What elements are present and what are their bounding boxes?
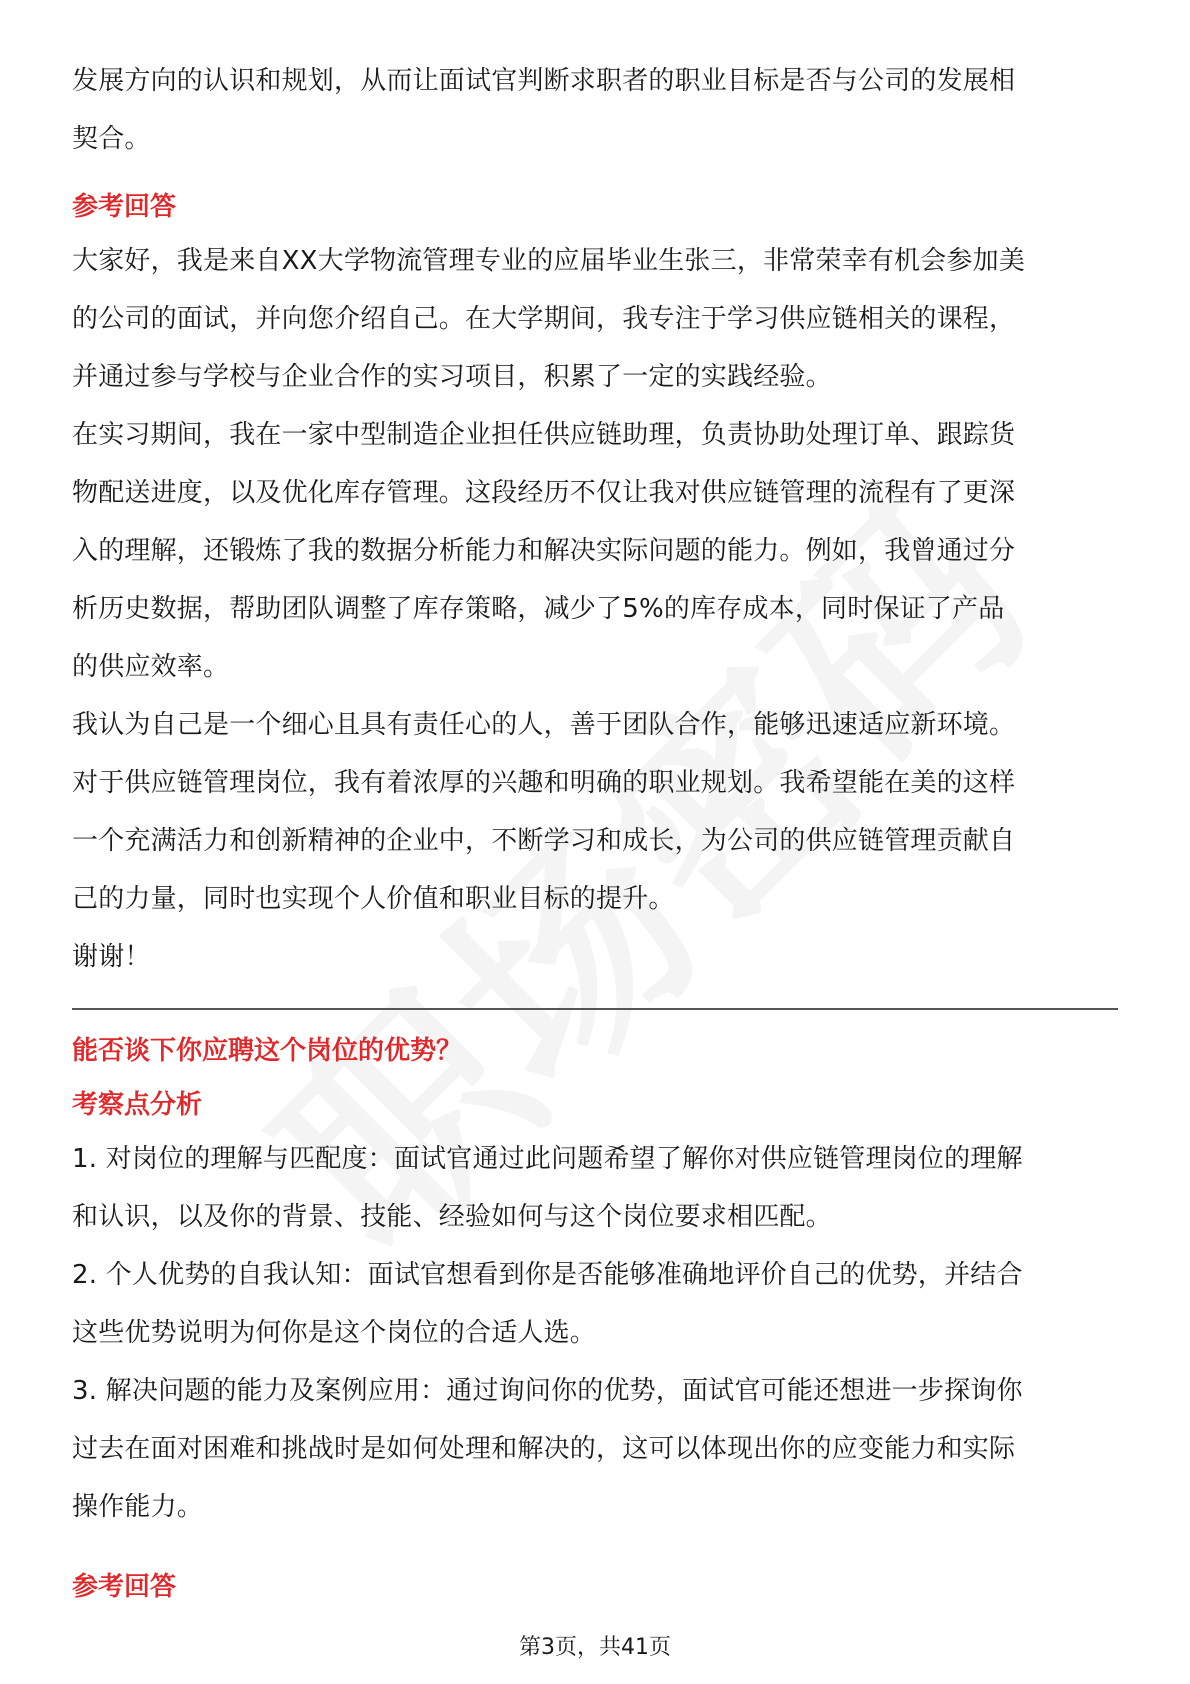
text-line: 的公司的面试，并向您介绍自己。在大学期间，我专注于学习供应链相关的课程， [72, 304, 1016, 334]
analysis-line: 3. 解决问题的能力及案例应用：通过询问你的优势，面试官可能还想进一步探询你 [72, 1376, 1023, 1406]
page-footer [0, 1630, 1190, 1661]
analysis-line: 2. 个人优势的自我认知：面试官想看到你是否能够准确地评价自己的优势，并结合 [72, 1260, 1023, 1290]
answer-section-1 [72, 182, 1118, 986]
question-section-2 [72, 1022, 1118, 1612]
analysis-heading: 考察点分析 [72, 1090, 203, 1120]
text-line: 的供应效率。 [72, 652, 230, 682]
text-line: 对于供应链管理岗位，我有着浓厚的兴趣和明确的职业规划。我希望能在美的这样 [72, 768, 1016, 798]
analysis-line: 过去在面对困难和挑战时是如何处理和解决的，这可以体现出你的应变能力和实际 [72, 1434, 1016, 1464]
text-line: 己的力量，同时也实现个人价值和职业目标的提升。 [72, 884, 675, 914]
text-line: 发展方向的认识和规划，从而让面试官判断求职者的职业目标是否与公司的发展相 [72, 66, 1016, 96]
text-line: 契合。 [72, 124, 151, 154]
analysis-line: 和认识，以及你的背景、技能、经验如何与这个岗位要求相匹配。 [72, 1202, 832, 1232]
text-line: 析历史数据，帮助团队调整了库存策略，减少了5%的库存成本，同时保证了产品 [72, 594, 1005, 624]
analysis-line: 1. 对岗位的理解与匹配度：面试官通过此问题希望了解你对供应链管理岗位的理解 [72, 1144, 1023, 1174]
intro-tail [72, 52, 1118, 168]
text-line: 我认为自己是一个细心且具有责任心的人，善于团队合作，能够迅速适应新环境。 [72, 710, 1016, 740]
section-divider [72, 1008, 1118, 1010]
document-page [72, 52, 1118, 1612]
text-line: 在实习期间，我在一家中型制造企业担任供应链助理，负责协助处理订单、跟踪货 [72, 420, 1016, 450]
analysis-line: 操作能力。 [72, 1492, 204, 1522]
analysis-line: 这些优势说明为何你是这个岗位的合适人选。 [72, 1318, 597, 1348]
text-line: 大家好，我是来自XX大学物流管理专业的应届毕业生张三，非常荣幸有机会参加美 [72, 246, 1026, 276]
question-title: 能否谈下你应聘这个岗位的优势？ [72, 1036, 463, 1066]
text-line: 入的理解，还锻炼了我的数据分析能力和解决实际问题的能力。例如，我曾通过分 [72, 536, 1016, 566]
text-line: 一个充满活力和创新精神的企业中，不断学习和成长，为公司的供应链管理贡献自 [72, 826, 1016, 856]
text-line: 并通过参与学校与企业合作的实习项目，积累了一定的实践经验。 [72, 362, 832, 392]
page-number: 第3页，共41页 [519, 1635, 671, 1660]
answer-heading: 参考回答 [72, 1572, 177, 1602]
answer-heading: 参考回答 [72, 192, 177, 222]
text-line: 谢谢！ [72, 942, 151, 972]
text-line: 物配送进度，以及优化库存管理。这段经历不仅让我对供应链管理的流程有了更深 [72, 478, 1016, 508]
